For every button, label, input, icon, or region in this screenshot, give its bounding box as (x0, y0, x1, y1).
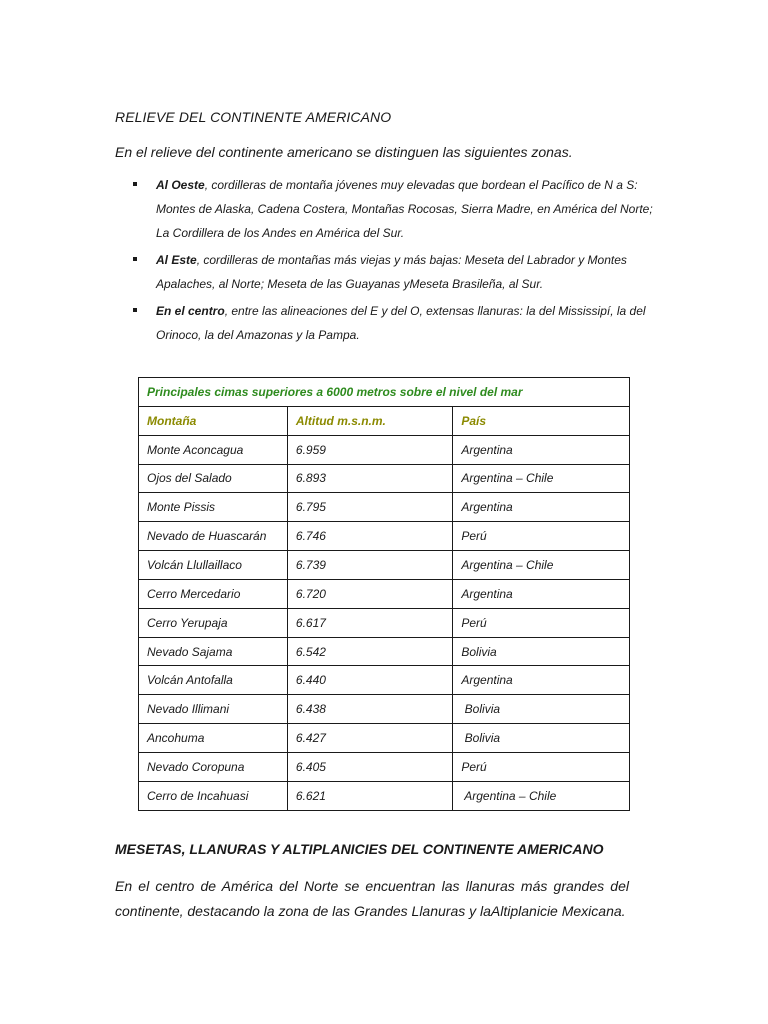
cell-country: Bolivia (453, 695, 630, 724)
cell-mountain: Volcán Llullaillaco (139, 551, 288, 580)
table-row (139, 752, 630, 781)
cell-mountain: Monte Pissis (139, 493, 288, 522)
list-item (133, 173, 663, 245)
table-row (139, 608, 630, 637)
closing-paragraph: En el centro de América del Norte se encuentran las llanuras más grandes del continente, destacando la zona de las Grandes Llanuras y laAltiplanicie Mexicana. (115, 878, 629, 919)
cell-mountain: Cerro Yerupaja (139, 608, 288, 637)
cell-mountain: Nevado Coropuna (139, 752, 288, 781)
cell-country: Argentina (453, 435, 630, 464)
list-item (133, 299, 663, 347)
cell-altitude: 6.739 (287, 551, 452, 580)
cell-altitude: 6.427 (287, 724, 452, 753)
bullet-square-icon (133, 308, 137, 312)
cell-country: Argentina – Chile (453, 551, 630, 580)
table-row (139, 781, 630, 810)
cell-mountain: Cerro de Incahuasi (139, 781, 288, 810)
table-row (139, 435, 630, 464)
table-row (139, 579, 630, 608)
cell-country: Perú (453, 752, 630, 781)
cell-country: Argentina (453, 666, 630, 695)
bullet-text: , cordilleras de montañas más viejas y más bajas: Meseta del Labrador y Montes Apalaches, al Norte; Meseta de las Guayanas yMeseta Brasileña, al Sur. (156, 253, 627, 291)
column-header-country: País (453, 406, 630, 435)
table-row (139, 464, 630, 493)
cell-altitude: 6.746 (287, 522, 452, 551)
cell-mountain: Nevado de Huascarán (139, 522, 288, 551)
section-heading: MESETAS, LLANURAS Y ALTIPLANICIES DEL CONTINENTE AMERICANO (115, 841, 604, 857)
peaks-table (138, 377, 630, 811)
bullet-lead: En el centro (156, 304, 225, 318)
table-header-row (139, 406, 630, 435)
column-header-altitude: Altitud m.s.n.m. (287, 406, 452, 435)
cell-altitude: 6.438 (287, 695, 452, 724)
table-row (139, 695, 630, 724)
table-row (139, 522, 630, 551)
cell-altitude: 6.621 (287, 781, 452, 810)
bullet-lead: Al Oeste (156, 178, 205, 192)
cell-altitude: 6.405 (287, 752, 452, 781)
cell-altitude: 6.617 (287, 608, 452, 637)
zones-list (133, 173, 663, 350)
table-row (139, 724, 630, 753)
cell-mountain: Monte Aconcagua (139, 435, 288, 464)
bullet-square-icon (133, 182, 137, 186)
table-caption-row (139, 378, 630, 407)
cell-mountain: Nevado Illimani (139, 695, 288, 724)
cell-mountain: Ancohuma (139, 724, 288, 753)
table-row (139, 493, 630, 522)
column-header-mountain: Montaña (139, 406, 288, 435)
cell-country: Bolivia (453, 724, 630, 753)
cell-country: Argentina – Chile (453, 464, 630, 493)
cell-country: Argentina (453, 493, 630, 522)
bullet-lead: Al Este (156, 253, 197, 267)
cell-altitude: 6.720 (287, 579, 452, 608)
list-item (133, 248, 663, 296)
cell-country: Argentina (453, 579, 630, 608)
cell-country: Argentina – Chile (453, 781, 630, 810)
document-title: RELIEVE DEL CONTINENTE AMERICANO (115, 109, 392, 125)
cell-altitude: 6.795 (287, 493, 452, 522)
cell-country: Perú (453, 522, 630, 551)
cell-mountain: Volcán Antofalla (139, 666, 288, 695)
table-row (139, 551, 630, 580)
bullet-square-icon (133, 257, 137, 261)
cell-country: Perú (453, 608, 630, 637)
cell-mountain: Cerro Mercedario (139, 579, 288, 608)
cell-country: Bolivia (453, 637, 630, 666)
cell-altitude: 6.959 (287, 435, 452, 464)
table-caption: Principales cimas superiores a 6000 metros sobre el nivel del mar (139, 378, 630, 407)
cell-mountain: Nevado Sajama (139, 637, 288, 666)
cell-altitude: 6.440 (287, 666, 452, 695)
cell-altitude: 6.893 (287, 464, 452, 493)
table-row (139, 637, 630, 666)
cell-altitude: 6.542 (287, 637, 452, 666)
table-row (139, 666, 630, 695)
cell-mountain: Ojos del Salado (139, 464, 288, 493)
bullet-text: , entre las alineaciones del E y del O, extensas llanuras: la del Mississipí, la del Orinoco, la del Amazonas y la Pampa. (156, 304, 646, 342)
bullet-text: , cordilleras de montaña jóvenes muy elevadas que bordean el Pacífico de N a S: Montes de Alaska, Cadena Costera, Montañas Rocosas, Sierra Madre, en América del Norte; La Cordillera de los Andes en América del Sur. (156, 178, 653, 240)
intro-paragraph: En el relieve del continente americano se distinguen las siguientes zonas. (115, 144, 573, 160)
